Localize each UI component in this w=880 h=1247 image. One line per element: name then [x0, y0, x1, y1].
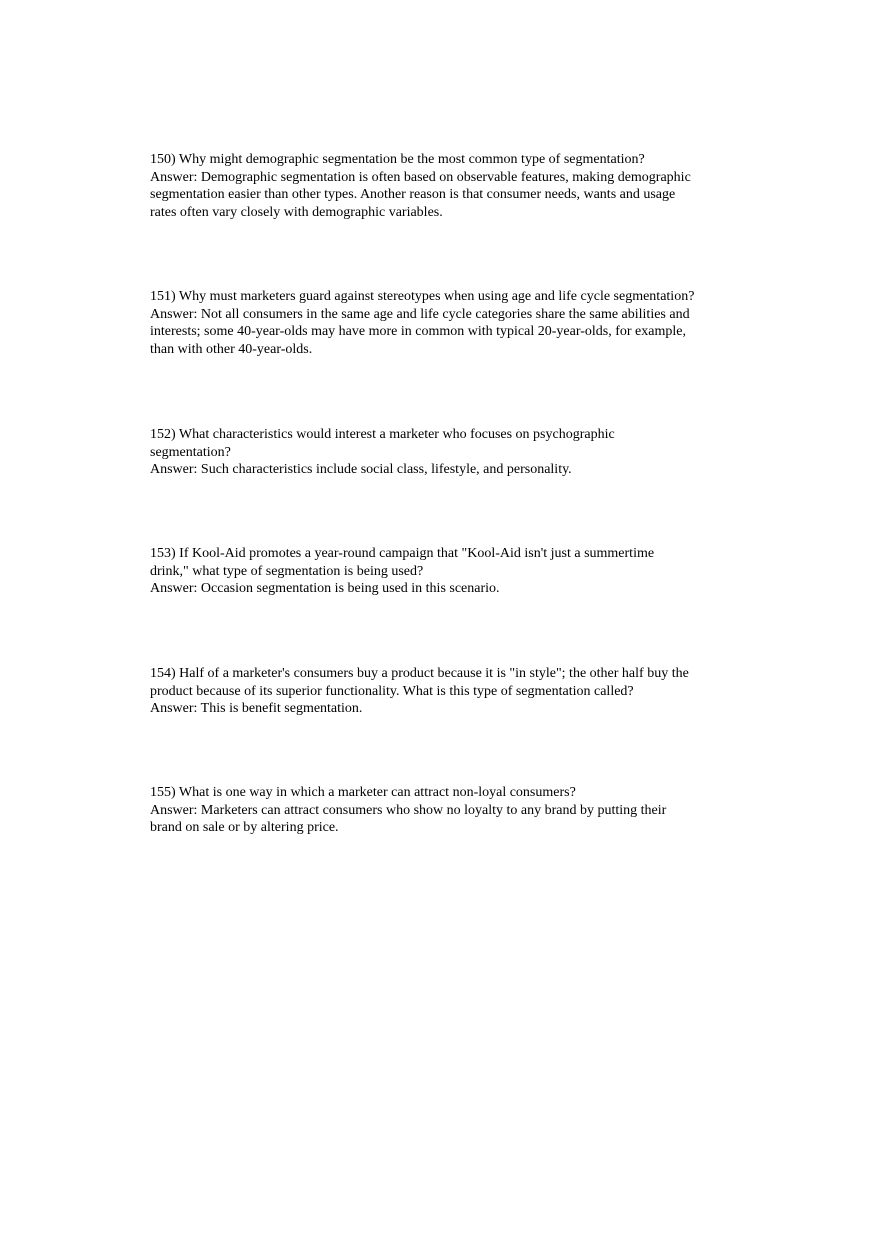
question-text: 153) If Kool-Aid promotes a year-round campaign that "Kool-Aid isn't just a summertime drink," what type of segmentation is being used?: [150, 546, 655, 579]
question-block-152: [150, 426, 735, 479]
answer-text: Answer: Marketers can attract consumers who show no loyalty to any brand by putting their brand on sale or by altering price.: [150, 802, 667, 835]
question-block-151: [150, 288, 735, 358]
question-block-155: [150, 784, 735, 837]
answer-text: Answer: Such characteristics include social class, lifestyle, and personality.: [150, 462, 572, 477]
question-block-154: [150, 665, 735, 718]
question-text: 152) What characteristics would interest a marketer who focuses on psychographic segmentation?: [150, 427, 615, 460]
question-text: 154) Half of a marketer's consumers buy a product because it is "in style"; the other half buy the product because of its superior functionality. What is this type of segmentation called?: [150, 666, 689, 699]
question-block-153: [150, 545, 735, 598]
question-text: 151) Why must marketers guard against stereotypes when using age and life cycle segmentation?: [150, 289, 695, 304]
answer-text: Answer: This is benefit segmentation.: [150, 701, 363, 716]
answer-text: Answer: Demographic segmentation is often based on observable features, making demographic segmentation easier than other types. Another reason is that consumer needs, wants and usage rates often vary closely with demographic variables.: [150, 169, 691, 220]
answer-text: Answer: Occasion segmentation is being used in this scenario.: [150, 581, 500, 596]
answer-text: Answer: Not all consumers in the same age and life cycle categories share the same abilities and interests; some 40-year-olds may have more in common with typical 20-year-olds, for example, than with other 40-year-olds.: [150, 306, 690, 357]
question-text: 155) What is one way in which a marketer can attract non-loyal consumers?: [150, 785, 576, 800]
question-text: 150) Why might demographic segmentation be the most common type of segmentation?: [150, 152, 645, 167]
question-block-150: [150, 151, 735, 221]
